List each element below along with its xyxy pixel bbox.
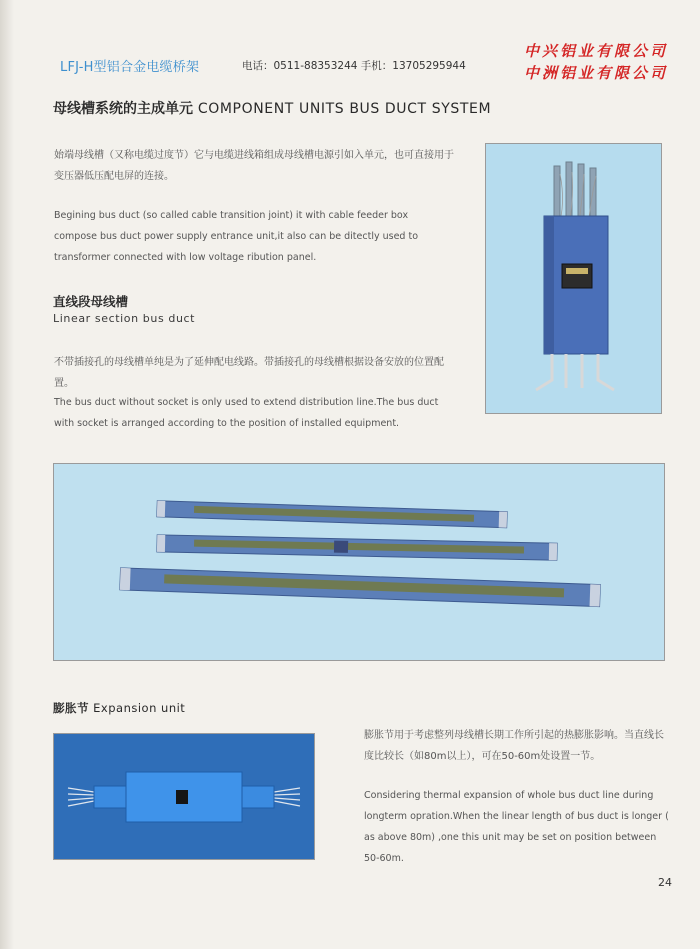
linear-bus-duct-illustration	[54, 464, 664, 660]
page-number: 24	[658, 876, 672, 889]
expansion-text-en: Considering thermal expansion of whole bus duct line during longterm opration.When the linear length of bus duct is longer ( as above 80m) ,one this unit may be set on position between 50-60m.	[364, 790, 669, 864]
brand-title: LFJ-H型铝合金电缆桥架	[60, 60, 200, 75]
section-title-en: COMPONENT UNITS BUS DUCT SYSTEM	[197, 101, 492, 117]
beginning-text-cn: 始端母线槽（又称电缆过度节）它与电缆进线箱组成母线槽电源引如入单元，也可直接用于变压器低压配电屏的连接。	[54, 150, 454, 182]
section-title	[53, 98, 491, 118]
expansion-title-cn: 膨胀节	[53, 701, 89, 715]
beginning-bus-duct-illustration	[486, 144, 661, 413]
beginning-text-en: Begining bus duct (so called cable transition joint) it with cable feeder box compose bus duct power supply entrance unit,it also can be ditectly used to transformer connected with low voltage ribution panel.	[54, 210, 419, 263]
linear-text-cn: 不带插接孔的母线槽单纯是为了延伸配电线路。带插接孔的母线槽根据设备安放的位置配置。	[54, 357, 444, 389]
linear-text-en: The bus duct without socket is only used to extend distribution line.The bus duct with socket is arranged according to the position of installed equipment.	[54, 397, 439, 429]
company-name-1: 中兴铝业有限公司	[523, 42, 668, 60]
spine-shadow	[0, 0, 14, 949]
beginning-bus-duct-photo	[485, 143, 662, 414]
expansion-text-cn: 膨胀节用于考虑整列母线槽长期工作所引起的热膨胀影响。当直线长度比较长（如80m以上），可在50-60m处设置一节。	[364, 730, 664, 762]
expansion-title-en: Expansion unit	[93, 701, 186, 715]
expansion-unit-illustration	[54, 734, 314, 859]
section-title-cn: 母线槽系统的主成单元	[53, 101, 193, 117]
contact-info: 电话：0511-88353244 手机：13705295944	[242, 60, 466, 72]
expansion-title	[53, 700, 185, 716]
linear-title-en: Linear section bus duct	[53, 312, 196, 325]
expansion-unit-photo	[53, 733, 315, 860]
linear-title-cn: 直线段母线槽	[53, 294, 129, 309]
linear-bus-duct-photo	[53, 463, 665, 661]
company-name-2: 中洲铝业有限公司	[523, 64, 668, 82]
